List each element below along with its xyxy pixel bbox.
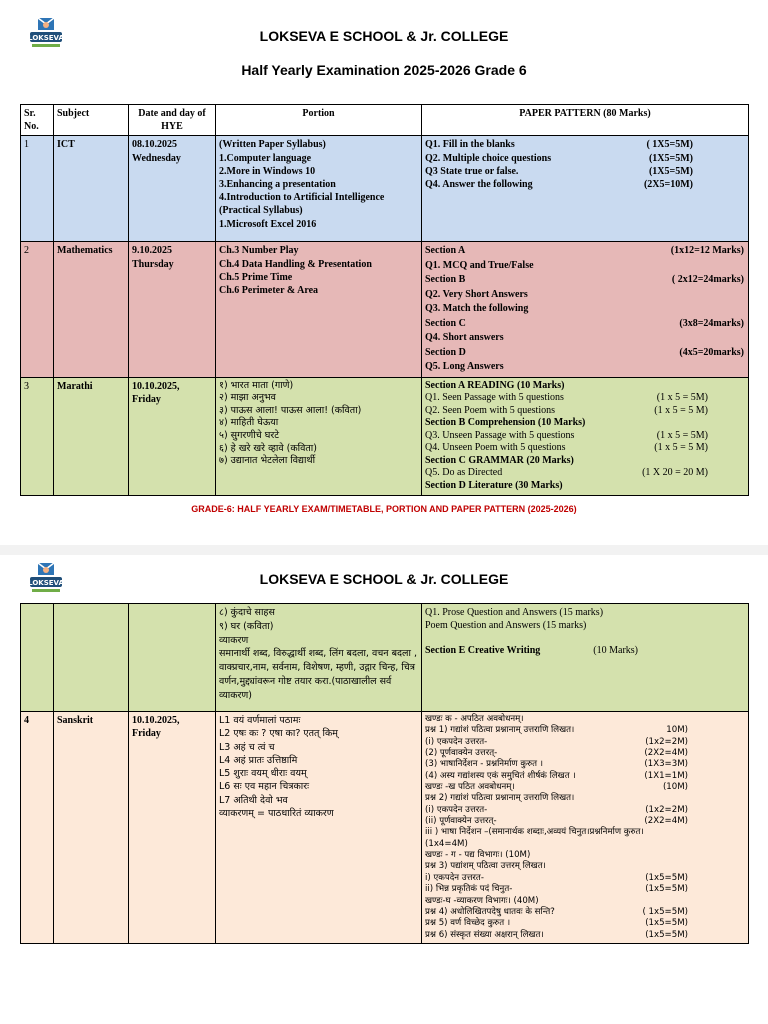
pattern-line [425,918,688,929]
exam-date [129,712,216,944]
pattern-marks: (1x12=12 Marks) [670,245,744,257]
pattern-line [425,805,688,816]
exam-date [129,377,216,495]
portion-cell [216,242,422,378]
day-value: Wednesday [132,152,181,164]
pattern-line [425,861,688,872]
pattern-text: Q2. Seen Poem with 5 questions [425,404,555,416]
pattern-text: (4) अस्य गद्यांशस्य एकं समुचितं शीर्षकं लिखत । [425,770,576,781]
date-value: 9.10.2025 [132,245,172,257]
pattern-text: Q1. MCQ and True/False [425,259,534,271]
pattern-text: खण्डः -ख पठित अवबोधनम्। [425,782,515,793]
pattern-line [425,850,688,861]
header-subject: Subject [54,105,129,136]
portion-item: ४) माहिती घेऊया [219,417,279,429]
pattern-text: ii) भिन्न प्रकृतिकं पदं चिनुत- [425,884,513,895]
pattern-line [425,442,708,455]
pattern-marks [684,850,688,861]
portion-item: 2.More in Windows 10 [219,165,316,177]
pattern-cell [422,136,749,242]
pattern-line [425,259,744,274]
portion-item: समानार्थी शब्द, विरुद्धार्थी शब्द, लिंग बदला, वचन बदला , वाक्प्रचार,नाम, सर्वनाम, विशेषण, म्हणी, उद्गार चिन्ह, चित्र वर्णन,मुद्द्यांवरून गोष्ट तयार करा.(पाठाखालील सर्व व्याकरण) [219,648,417,701]
portion-item: १) भारत माता (गाणे) [219,379,294,391]
pattern-line [425,827,746,838]
pattern-text: (ii) पूर्णवाक्येन उत्तरत्- [425,816,497,827]
pattern-marks [704,455,708,468]
school-name: LOKSEVA E SCHOOL & Jr. COLLEGE [259,28,509,44]
pattern-text: प्रश्न 3) पद्यांशम् पठित्वा उत्तरम् लिखत। [425,861,546,872]
pattern-line [425,380,708,393]
pattern-cell [422,242,749,378]
table-row-marathi [21,377,749,495]
pattern-text: Section B Comprehension (10 Marks) [425,417,586,429]
pattern-line [425,619,638,632]
portion-cell [216,136,422,242]
pattern-cell [422,377,749,495]
logo-text: LOKSEVA [28,34,64,42]
portion-cell [216,377,422,495]
portion-item: 4.Introduction to Artificial Intelligence [219,192,385,204]
pattern-marks: (3x8=24marks) [679,317,744,329]
subject: Mathematics [54,242,129,378]
pattern-marks: (1x2=2M) [645,736,688,747]
pattern-text: खण्डः क - अपठित अवबोधनम्। [425,714,524,724]
portion-item: L7 अतिथी देवो भव [219,794,288,806]
pattern-line [425,360,744,375]
pattern-text: Q3 State true or false. [425,165,519,177]
portion-item: Ch.6 Perimeter & Area [219,284,319,296]
pattern-marks: (4x5=20marks) [679,346,744,358]
day-value: Friday [132,394,161,406]
header-portion: Portion [216,105,422,136]
pattern-marks [740,259,744,274]
pattern-text: प्रश्न 1) गद्यांशं पठित्वा प्रश्नानाम् उत्तराणि लिखत। [425,725,575,736]
pattern-marks [742,827,746,838]
pattern-line [425,455,708,468]
exam-date [129,242,216,378]
pattern-marks [634,606,638,619]
pattern-line [425,288,744,303]
portion-item: व्याकरणम् = पाठधारितं व्याकरण [219,808,334,820]
pattern-marks [684,861,688,872]
pattern-line [425,930,688,941]
sr-no: 3 [21,377,54,495]
pattern-marks [740,331,744,346]
day-value: Friday [132,728,161,740]
pattern-line [425,771,688,782]
date-empty [129,604,216,712]
pattern-marks: (1 x 5 = 5M) [656,392,708,404]
portion-item: Ch.3 Number Play [219,245,299,257]
portion-item: ७) उद्यानात भेटलेला विद्यार्थी [219,455,316,467]
pattern-line [425,782,688,793]
sr-no-empty [21,604,54,712]
pattern-line [425,138,693,151]
pattern-line [425,632,638,644]
pattern-text: i) एकपदेन उत्तरत- [425,872,484,883]
pattern-marks: (1 x 5 = 5M) [656,429,708,441]
pattern-marks [684,793,688,804]
portion-cell [216,712,422,944]
pattern-text: Q3. Unseen Passage with 5 questions [425,429,575,441]
pattern-line [425,317,744,332]
pattern-line [425,793,688,804]
portion-item: Ch.5 Prime Time [219,271,293,283]
pattern-line [425,725,688,736]
exam-title: Half Yearly Examination 2025-2026 Grade 6 [241,62,527,78]
pattern-marks: (2X2=4M) [644,748,688,759]
portion-item: 1.Computer language [219,152,312,164]
sr-no: 2 [21,242,54,378]
sr-no: 1 [21,136,54,242]
portion-item: ५) सुगरणीचे घरटे [219,430,279,441]
pattern-marks: (1x5=5M) [645,872,688,883]
pattern-line [425,759,688,770]
pattern-marks [684,839,688,850]
pattern-marks: (10M) [662,782,688,793]
logo-text: LOKSEVA [28,579,64,587]
portion-cell [216,604,422,712]
day-value: Thursday [132,258,174,270]
pattern-marks [634,619,638,632]
pattern-marks [704,417,708,430]
portion-item: 1.Microsoft Excel 2016 [219,218,317,230]
table-header-row [21,105,749,136]
pattern-line [425,392,708,405]
portion-item: व्याकरण [219,634,249,646]
pattern-line [425,165,693,178]
pattern-text: Section C [425,317,466,329]
pattern-marks [740,288,744,303]
pattern-text: Q5. Do as Directed [425,467,503,479]
pattern-marks: ( 2x12=24marks) [671,274,744,286]
subject: Sanskrit [54,712,129,944]
portion-item: ३) पाऊस आला! पाऊस आला! (कविता) [219,404,362,416]
pattern-text: खण्डः-घ -व्याकरण विभागः। (40M) [425,895,539,906]
pattern-marks: (1 x 5 = 5 M) [654,442,708,454]
portion-item: ८) कुंदाचे साहस [219,607,275,618]
pattern-text: Q1. Prose Question and Answers (15 marks) [425,607,604,618]
pattern-line [425,178,693,191]
header-paper-pattern: PAPER PATTERN (80 Marks) [422,105,749,136]
pattern-marks [684,714,688,725]
pattern-marks: 10M) [666,725,688,736]
pattern-marks: (1x2=2M) [645,804,688,815]
footer-note: GRADE-6: HALF YEARLY EXAM/TIMETABLE, PORTION AND PAPER PATTERN (2025-2026) [191,504,577,514]
pattern-line [425,884,688,895]
pattern-marks: (1X5=5M) [648,152,693,164]
pattern-line [425,405,708,418]
pattern-text: Section D Literature (30 Marks) [425,479,563,491]
pattern-text: Q4. Answer the following [425,178,533,190]
subject-empty [54,604,129,712]
pattern-text: Q1. Fill in the blanks [425,139,515,151]
pattern-marks [740,302,744,317]
pattern-text: Q4. Unseen Poem with 5 questions [425,442,566,454]
pattern-text: Section D [425,346,466,358]
pattern-marks: (1x5=5M) [645,884,688,895]
portion-item: २) माझा अनुभव [219,392,276,404]
pattern-text: (1x4=4M) [425,838,468,849]
portion-item: L5 शुराः वयम् धीराः वयम् [219,768,307,780]
pattern-marks: (1 x 5 = 5 M) [654,404,708,416]
pattern-line [425,467,708,480]
pattern-marks [740,360,744,375]
pattern-marks: ( 1x5=5M) [642,906,688,917]
page-2 [0,555,768,1024]
pattern-text: प्रश्न 6) संस्कृत संख्या अक्षरान् लिखत। [425,929,544,940]
table-row-sanskrit [21,712,749,944]
pattern-text: Q3. Match the following [425,303,529,315]
portion-item: L3 अहं च त्वं च [219,741,275,753]
pattern-text: (2) पूर्णवाक्येन उत्तरत्- [425,748,498,759]
portion-item: L2 एषः कः ? एषा का? एतत् किम् [219,728,338,740]
table-row-marathi-continued [21,604,749,712]
pattern-line [425,273,744,288]
portion-item: ९) घर (कविता) [219,620,274,632]
pattern-line [425,346,744,361]
portion-item: Ch.4 Data Handling & Presentation [219,258,372,270]
date-value: 10.10.2025, [132,715,180,726]
pattern-line [425,302,744,317]
pattern-line [425,644,638,657]
date-value: 08.10.2025 [132,139,177,151]
page-separator [0,545,768,555]
pattern-line [425,816,688,827]
pattern-cell [422,604,749,712]
pattern-marks: (2X5=10M) [643,178,693,190]
portion-item: 3.Enhancing a presentation [219,178,336,190]
pattern-text: iii ) भाषा निर्देशन –(समानार्थक शब्दाः,अव्ययं चिनुत।प्रश्ननिर्माण कुरुत। [425,827,644,838]
pattern-text: Poem Question and Answers (15 marks) [425,620,587,632]
pattern-line [425,714,688,725]
pattern-marks: ( 1X5=5M) [646,139,693,151]
pattern-line [425,606,638,619]
pattern-marks: (1 X 20 = 20 M) [642,467,708,479]
portion-item: L4 अहं प्रातः उत्तिष्ठामि [219,754,298,766]
pattern-text: Q5. Long Answers [425,361,504,373]
pattern-marks: (1x5=5M) [645,918,688,929]
pattern-text: (3) भाषानिर्देशन - प्रश्ननिर्माण कुरुत । [425,759,543,770]
portion-item: L1 वयं वर्णमालां पठामः [219,715,301,726]
pattern-line [425,430,708,443]
pattern-line [425,907,688,918]
pattern-marks: (1X5=5M) [648,165,693,177]
pattern-marks [704,480,708,493]
pattern-text: (i) एकपदेन उत्तरत- [425,736,488,747]
pattern-line [425,152,693,165]
pattern-line [425,331,744,346]
timetable-table-continued [20,603,749,944]
pattern-line [425,244,744,259]
pattern-text: प्रश्न 5) वर्ण विच्छेद कुरुत । [425,918,511,929]
pattern-text: Section C GRAMMAR (20 Marks) [425,454,574,466]
pattern-text: Q4. Short answers [425,332,504,344]
pattern-marks: (2X2=4M) [644,816,688,827]
header-sr-no: Sr. No. [21,105,54,136]
pattern-cell [422,712,749,944]
pattern-marks [704,380,708,393]
table-row-mathematics [21,242,749,378]
pattern-text: खण्डः - ग - पद्य विभागः। (10M) [425,850,531,861]
portion-item: ६) हे खरे खरे व्हावे (कविता) [219,442,317,454]
pattern-marks [634,632,638,644]
pattern-marks: (10 Marks) [593,645,638,657]
pattern-line [425,480,708,493]
pattern-text: Section A READING (10 Marks) [425,379,565,391]
date-value: 10.10.2025, [132,380,180,392]
pattern-text: Section E Creative Writing [425,645,541,657]
pattern-text: Q1. Seen Passage with 5 questions [425,392,564,404]
exam-date [129,136,216,242]
sr-no: 4 [21,712,54,944]
pattern-marks: (1x5=5M) [645,929,688,940]
pattern-marks: (1X3=3M) [644,759,688,770]
pattern-line [425,417,708,430]
pattern-text: (i) एकपदेन उत्तरत- [425,804,488,815]
pattern-line [425,737,688,748]
pattern-text: Q2. Very Short Answers [425,288,528,300]
pattern-line [425,896,688,907]
portion-item: (Written Paper Syllabus) [219,139,326,151]
subject: ICT [54,136,129,242]
timetable-table [20,104,749,496]
pattern-line [425,839,688,850]
header-date: Date and day of HYE [129,105,216,136]
pattern-line [425,873,688,884]
pattern-text: Section A [425,245,466,257]
subject: Marathi [54,377,129,495]
pattern-text: प्रश्न 2) गद्यांशं पठित्वा प्रश्नानाम् उत्तराणि लिखत। [425,793,575,804]
portion-item: (Practical Syllabus) [219,205,303,217]
table-row-ict [21,136,749,242]
pattern-text: प्रश्न 4) अधोलिखितपदेषु धातवः के सन्ति? [425,906,555,917]
portion-item: L6 सः एव महान चित्रकारः [219,781,310,793]
pattern-text: Q2. Multiple choice questions [425,152,552,164]
pattern-text: Section B [425,274,466,286]
school-name: LOKSEVA E SCHOOL & Jr. COLLEGE [259,571,509,587]
pattern-marks [684,896,688,907]
pattern-line [425,748,688,759]
pattern-marks: (1X1=1M) [644,770,688,781]
